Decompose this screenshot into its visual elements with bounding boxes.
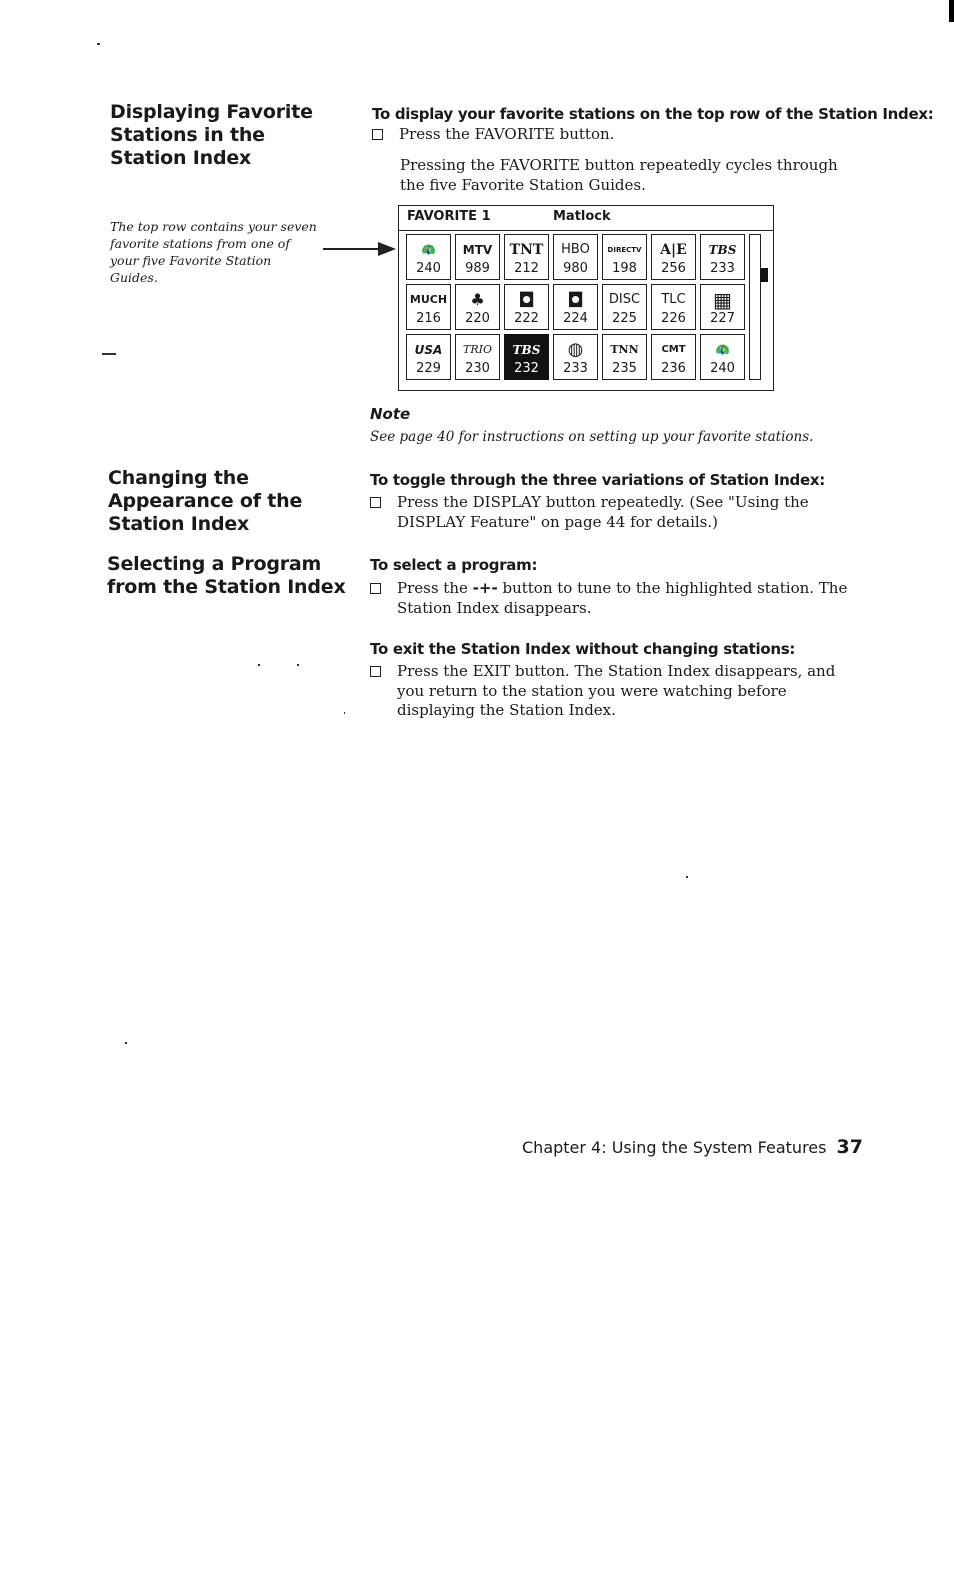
- station-number: 229: [416, 361, 441, 376]
- disney-logo-icon: ◘: [567, 288, 584, 312]
- ae-logo-icon: A|E: [660, 242, 687, 258]
- station-number: 225: [612, 311, 637, 326]
- checkbox-bullet-icon: [370, 497, 381, 508]
- station-cell[interactable]: [700, 234, 745, 280]
- kids-logo-icon: ♣: [470, 290, 485, 309]
- station-cell[interactable]: [651, 334, 696, 380]
- station-number: 212: [514, 261, 539, 276]
- scan-speck: [686, 876, 688, 878]
- scan-speck: [258, 664, 260, 666]
- station-cell[interactable]: [651, 234, 696, 280]
- station-cell[interactable]: [504, 284, 549, 330]
- station-number: 233: [563, 361, 588, 376]
- note-label: Note: [370, 405, 411, 423]
- station-index-figure: [398, 205, 774, 391]
- station-number: 230: [465, 361, 490, 376]
- note-text: See page 40 for instructions on setting up your favorite stations.: [370, 429, 814, 445]
- tnn-logo-icon: TNN: [610, 343, 639, 356]
- tbs-logo-icon: TBS: [512, 343, 541, 357]
- tnt-logo-icon: TNT: [509, 242, 544, 258]
- mtv-logo-icon: MTV: [462, 243, 493, 257]
- station-grid: [406, 234, 745, 380]
- station-number: 240: [710, 361, 735, 376]
- usa-logo-icon: USA: [414, 343, 443, 357]
- station-cell-selected[interactable]: [504, 334, 549, 380]
- scan-speck: [297, 664, 299, 666]
- scan-speck: [125, 1042, 127, 1044]
- page-edge-bar: [949, 0, 954, 22]
- station-number: 256: [661, 261, 686, 276]
- tbs-logo-icon: TBS: [708, 243, 737, 257]
- station-number: 235: [612, 361, 637, 376]
- station-number: 198: [612, 261, 637, 276]
- page-footer: [522, 1136, 863, 1158]
- station-cell[interactable]: [455, 334, 500, 380]
- select-button-icon: -+-: [472, 579, 498, 597]
- task-heading-exit: To exit the Station Index without changing stations:: [370, 640, 796, 658]
- station-cell[interactable]: [553, 284, 598, 330]
- figure-caption: The top row contains your seven favorite stations from one of your five Favorite Station Guides.: [110, 219, 317, 285]
- section-heading-favorites: Displaying Favorite Stations in the Station Index: [110, 101, 313, 169]
- step-exit: [370, 662, 840, 721]
- section-heading-appearance: Changing the Appearance of the Station Index: [108, 467, 303, 535]
- station-number: 233: [710, 261, 735, 276]
- hbo-text-logo: HBO: [561, 242, 590, 257]
- station-cell[interactable]: [406, 334, 451, 380]
- scan-speck: [97, 43, 100, 45]
- header-divider: [399, 230, 773, 231]
- favorite-detail: Pressing the FAVORITE button repeatedly cycles through the five Favorite Station Guides.: [400, 156, 838, 194]
- station-cell[interactable]: [406, 284, 451, 330]
- station-number: 989: [465, 261, 490, 276]
- station-index-scrollbar[interactable]: [749, 234, 761, 380]
- caption-pointer-arrow-icon: [378, 242, 396, 256]
- station-cell[interactable]: [651, 284, 696, 330]
- trio-logo-icon: TRIO: [463, 343, 492, 356]
- checkbox-bullet-icon: [372, 129, 383, 140]
- station-number: 240: [416, 261, 441, 276]
- current-program-name: Matlock: [553, 209, 611, 224]
- nbc-peacock-icon: 🦚: [715, 343, 730, 357]
- station-cell[interactable]: [455, 284, 500, 330]
- checkbox-bullet-icon: [370, 666, 381, 677]
- planet-logo-icon: ◍: [567, 339, 584, 360]
- station-number: 980: [563, 261, 588, 276]
- station-cell[interactable]: [602, 284, 647, 330]
- step-select-text: [397, 579, 850, 618]
- station-number: 236: [661, 361, 686, 376]
- checkbox-bullet-icon: [370, 583, 381, 594]
- margin-mark: [102, 353, 116, 355]
- station-number: 220: [465, 311, 490, 326]
- step-select-after: button to tune to the highlighted station. The Station Index disappears.: [397, 579, 848, 617]
- page-number: 37: [836, 1136, 863, 1158]
- station-cell[interactable]: [602, 334, 647, 380]
- step-favorite: [372, 125, 852, 145]
- station-cell[interactable]: [700, 334, 745, 380]
- disc-text-logo: DISC: [608, 292, 641, 307]
- station-cell[interactable]: [700, 284, 745, 330]
- caption-pointer-line: [323, 248, 379, 250]
- step-select: [370, 579, 850, 618]
- station-cell[interactable]: [602, 234, 647, 280]
- station-number: 226: [661, 311, 686, 326]
- disney-logo-icon: ◘: [518, 288, 535, 312]
- cartoon-logo-icon: ▦: [713, 288, 732, 312]
- cmt-logo-icon: CMT: [661, 344, 686, 355]
- step-display-text: Press the DISPLAY button repeatedly. (See "Using the DISPLAY Feature" on page 44 for details.): [397, 493, 809, 531]
- task-heading-appearance: To toggle through the three variations of Station Index:: [370, 471, 825, 489]
- step-display: [370, 493, 850, 532]
- station-number: 224: [563, 311, 588, 326]
- task-heading-favorites: To display your favorite stations on the top row of the Station Index:: [372, 105, 934, 123]
- station-number: 216: [416, 311, 441, 326]
- station-cell[interactable]: [455, 234, 500, 280]
- station-cell[interactable]: [406, 234, 451, 280]
- step-exit-text: Press the EXIT button. The Station Index disappears, and you return to the station you were watching before displaying the Station Index.: [397, 662, 836, 719]
- directv-logo-icon: DIRECTV: [607, 246, 642, 254]
- favorite-guide-label: FAVORITE 1: [407, 209, 491, 224]
- much-text-logo: MUCH: [409, 293, 448, 306]
- scan-speck: [344, 712, 345, 714]
- task-heading-select: To select a program:: [370, 556, 538, 574]
- step-favorite-text: Press the FAVORITE button.: [399, 125, 615, 143]
- nbc-peacock-icon: 🦚: [421, 243, 436, 257]
- step-select-before: Press the: [397, 579, 468, 597]
- tlc-text-logo: TLC: [661, 292, 686, 307]
- station-cell[interactable]: [553, 234, 598, 280]
- station-number: 232: [514, 361, 539, 376]
- station-number: 227: [710, 311, 735, 326]
- station-cell[interactable]: [553, 334, 598, 380]
- station-index-header: [407, 209, 767, 227]
- station-cell[interactable]: [504, 234, 549, 280]
- scrollbar-thumb[interactable]: [760, 268, 768, 282]
- chapter-title: Chapter 4: Using the System Features: [522, 1138, 827, 1157]
- station-number: 222: [514, 311, 539, 326]
- section-heading-selecting: Selecting a Program from the Station Index: [107, 553, 346, 598]
